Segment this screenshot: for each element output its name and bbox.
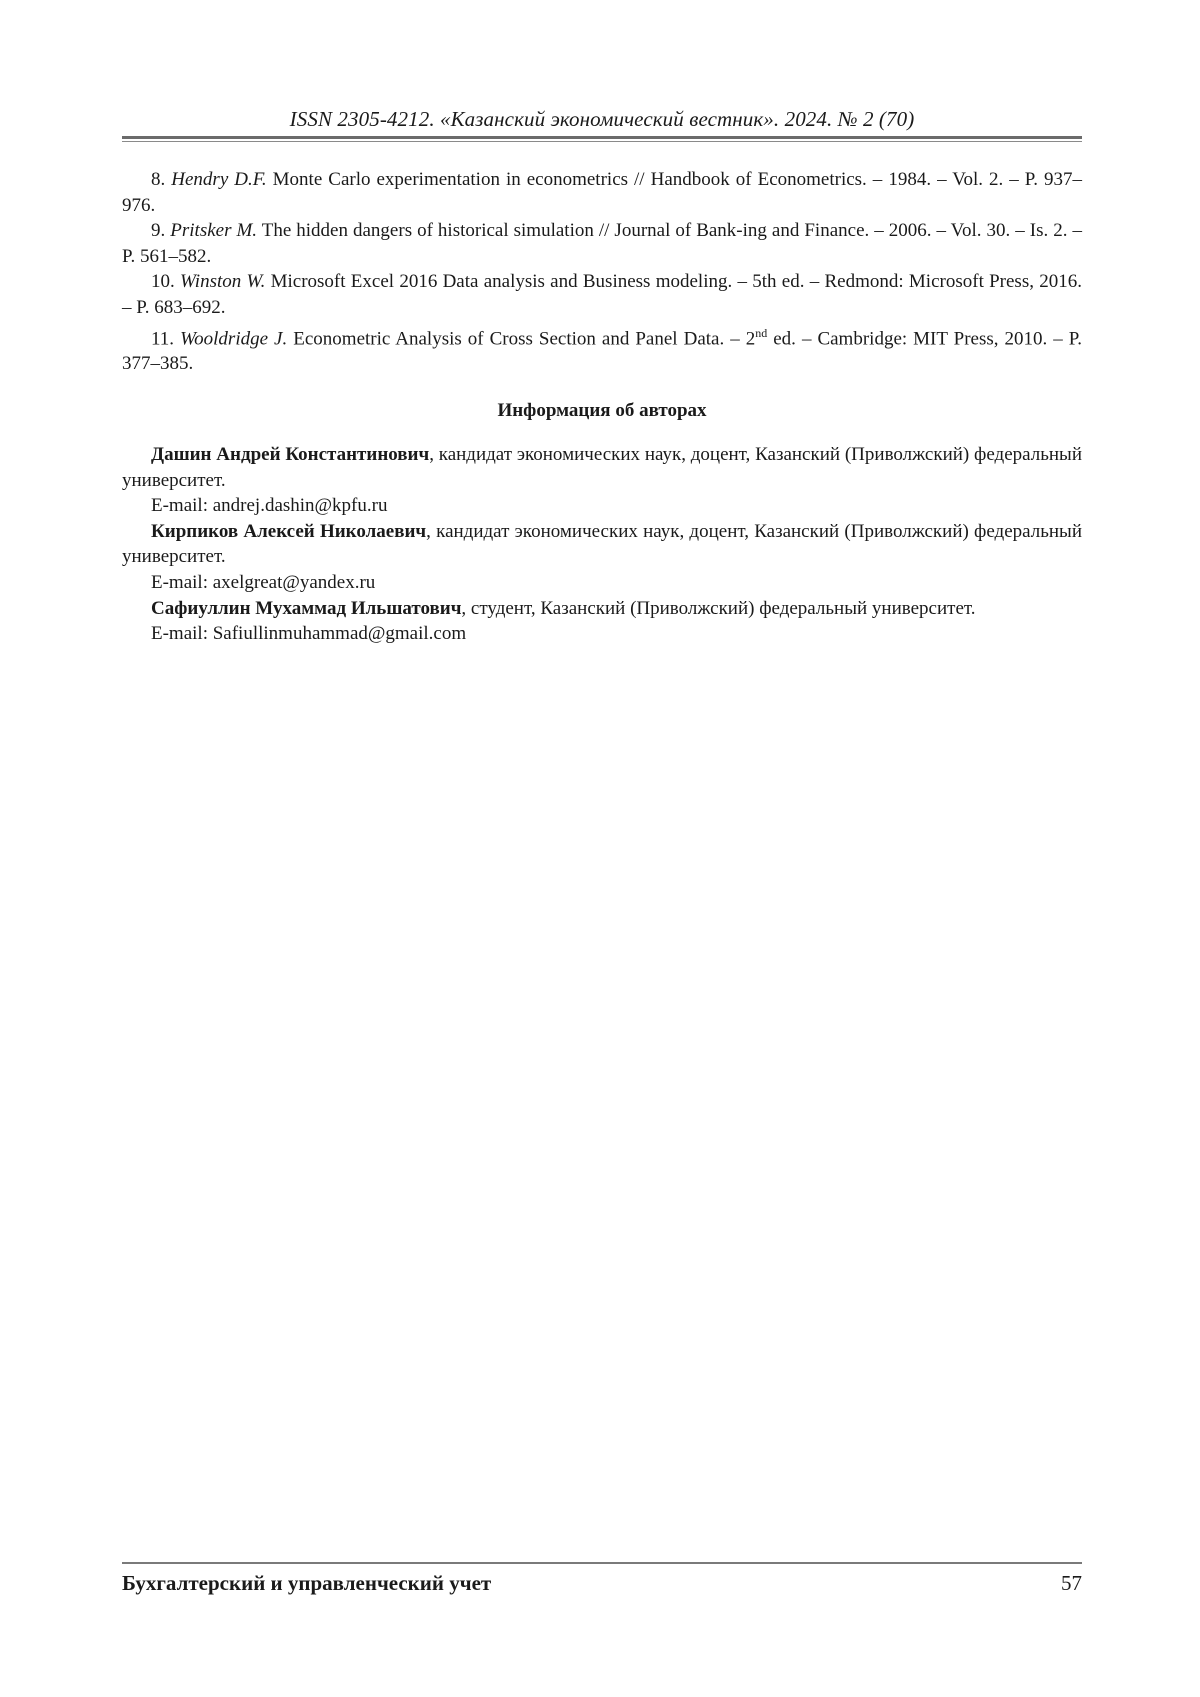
reference-item <box>122 218 1082 269</box>
reference-item <box>122 269 1082 320</box>
reference-text: Econometric Analysis of Cross Section and Panel Data. – 2 <box>293 327 756 349</box>
author-entry <box>122 596 1082 622</box>
reference-author: Hendry D.F. <box>171 169 267 190</box>
reference-list <box>122 167 1082 377</box>
reference-author: Wooldridge J. <box>180 327 288 349</box>
author-list <box>122 442 1082 647</box>
reference-text: Microsoft Excel 2016 Data analysis and Business modeling. – 5th ed. – Redmond: Microsoft Press, 2016. – P. 683–692. <box>122 271 1082 318</box>
author-details: , студент, Казанский (Приволжский) федеральный университет. <box>461 597 976 619</box>
reference-number: 8. <box>151 169 166 190</box>
author-email: E-mail: axelgreat@yandex.ru <box>151 572 376 594</box>
author-details: , кандидат экономических наук, доцент, Казанский (Приволжский) федеральный университет. <box>122 444 1082 491</box>
reference-text: Monte Carlo experimentation in econometrics // Handbook of Econometrics. – 1984. – Vol. 2. – P. 937–976. <box>122 169 1083 216</box>
author-details: , кандидат экономических наук, доцент, Казанский (Приволжский) федеральный университет. <box>122 520 1082 568</box>
footer-section-title: Бухгалтерский и управленческий учет <box>122 1571 492 1595</box>
header-rule <box>122 136 1082 139</box>
author-name: Дашин Андрей Константинович <box>151 444 430 466</box>
reference-text-end: ed. – Cambridge: MIT Press, 2010. – P. 377–385. <box>122 327 1083 375</box>
author-name: Сафиуллин Мухаммад Ильшатович <box>151 597 462 619</box>
reference-text: The hidden dangers of historical simulation // Journal of Bank-ing and Finance. – 2006. – Vol. 30. – Is. 2. – P. 561–582. <box>122 220 1082 267</box>
reference-number: 10. <box>151 271 175 293</box>
header-rule-thin <box>122 141 1082 142</box>
author-email: E-mail: andrej.dashin@kpfu.ru <box>151 495 388 517</box>
authors-heading: Информация об авторах <box>497 400 707 422</box>
reference-item <box>122 321 1082 378</box>
page-content <box>122 167 1082 647</box>
author-name: Кирпиков Алексей Николаевич <box>151 520 427 542</box>
page-number: 57 <box>1061 1571 1082 1595</box>
author-entry <box>122 519 1082 570</box>
reference-author: Pritsker M. <box>170 220 258 242</box>
reference-number: 9. <box>151 220 166 242</box>
reference-number: 11. <box>151 327 175 349</box>
running-header: ISSN 2305-4212. «Казанский экономический вестник». 2024. № 2 (70) <box>289 107 915 131</box>
reference-author: Winston W. <box>180 271 266 293</box>
author-entry <box>122 442 1082 493</box>
author-email: E-mail: Safiullinmuhammad@gmail.com <box>151 623 467 645</box>
footer-rule <box>122 1562 1082 1564</box>
superscript-ordinal: nd <box>755 325 768 340</box>
reference-item <box>122 167 1082 218</box>
